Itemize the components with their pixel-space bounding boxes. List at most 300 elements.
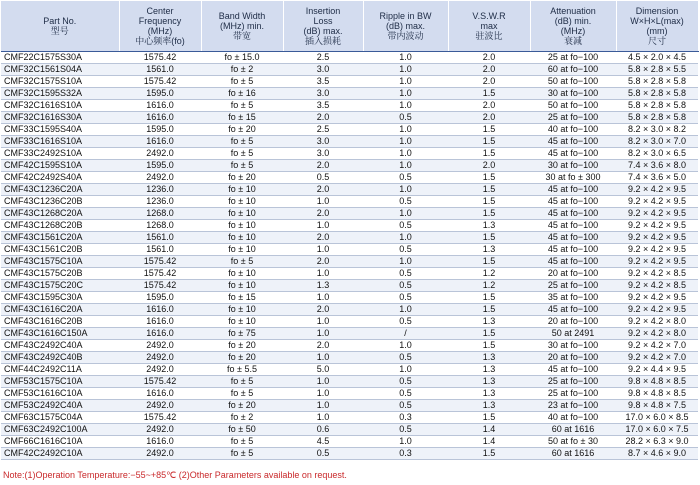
- cell-ripple: 1.0: [363, 148, 448, 160]
- cell-attenuation: 60 at 1616: [530, 448, 616, 460]
- table-row: [1, 340, 698, 352]
- cell-ripple: 1.0: [363, 76, 448, 88]
- cell-attenuation: 30 at fo−100: [530, 160, 616, 172]
- table-row: [1, 88, 698, 100]
- cell-vswr: 1.5: [448, 208, 530, 220]
- column-header-part-no: [1, 1, 119, 52]
- cell-band-width: fo ± 10: [201, 232, 283, 244]
- cell-center-frequency: 1575.42: [119, 268, 201, 280]
- table-row: [1, 112, 698, 124]
- cell-center-frequency: 1575.42: [119, 280, 201, 292]
- column-header-line: (dB) max.: [303, 26, 343, 36]
- cell-insertion-loss: 3.0: [283, 136, 363, 148]
- cell-center-frequency: 1595.0: [119, 160, 201, 172]
- cell-vswr: 1.5: [448, 232, 530, 244]
- cell-vswr: 2.0: [448, 52, 530, 64]
- cell-band-width: fo ± 5: [201, 160, 283, 172]
- cell-part-no: CMF33C1616S10A: [1, 136, 119, 148]
- cell-band-width: fo ± 10: [201, 184, 283, 196]
- cell-insertion-loss: 2.0: [283, 340, 363, 352]
- cell-vswr: 1.3: [448, 364, 530, 376]
- cell-dimension: 9.8 × 4.8 × 7.5: [616, 400, 698, 412]
- column-header-ripple: [363, 1, 448, 52]
- cell-center-frequency: 2492.0: [119, 400, 201, 412]
- cell-insertion-loss: 0.6: [283, 424, 363, 436]
- column-header-vswr: [448, 1, 530, 52]
- column-header-line: W×H×L(max): [630, 16, 684, 26]
- cell-part-no: CMF43C1575C10A: [1, 256, 119, 268]
- cell-insertion-loss: 1.0: [283, 268, 363, 280]
- cell-attenuation: 50 at 2491: [530, 328, 616, 340]
- cell-attenuation: 25 at fo−100: [530, 112, 616, 124]
- column-header-line: Attenuation: [550, 6, 596, 16]
- cell-center-frequency: 2492.0: [119, 340, 201, 352]
- column-header-line: 衰减: [563, 36, 582, 46]
- cell-insertion-loss: 3.5: [283, 100, 363, 112]
- cell-band-width: fo ± 5: [201, 376, 283, 388]
- cell-center-frequency: 2492.0: [119, 364, 201, 376]
- cell-vswr: 1.5: [448, 340, 530, 352]
- cell-attenuation: 45 at fo−100: [530, 136, 616, 148]
- cell-part-no: CMF33C2492S10A: [1, 148, 119, 160]
- cell-center-frequency: 1236.0: [119, 196, 201, 208]
- cell-attenuation: 40 at fo−100: [530, 412, 616, 424]
- cell-center-frequency: 1575.42: [119, 376, 201, 388]
- cell-center-frequency: 1595.0: [119, 124, 201, 136]
- cell-ripple: 0.5: [363, 388, 448, 400]
- cell-attenuation: 20 at fo−100: [530, 352, 616, 364]
- cell-insertion-loss: 1.0: [283, 244, 363, 256]
- table-row: [1, 376, 698, 388]
- table-row: [1, 412, 698, 424]
- table-row: [1, 400, 698, 412]
- cell-attenuation: 40 at fo−100: [530, 124, 616, 136]
- cell-insertion-loss: 2.5: [283, 52, 363, 64]
- column-header-line: 带宽: [232, 31, 251, 41]
- cell-vswr: 2.0: [448, 76, 530, 88]
- column-header-dimension: [616, 1, 698, 52]
- cell-center-frequency: 1236.0: [119, 184, 201, 196]
- cell-band-width: fo ± 10: [201, 268, 283, 280]
- column-header-attenuation: [530, 1, 616, 52]
- cell-part-no: CMF43C1561C20A: [1, 232, 119, 244]
- cell-ripple: 1.0: [363, 88, 448, 100]
- table-row: [1, 316, 698, 328]
- cell-center-frequency: 1595.0: [119, 292, 201, 304]
- table-row: [1, 448, 698, 460]
- table-row: [1, 280, 698, 292]
- cell-vswr: 1.5: [448, 412, 530, 424]
- cell-center-frequency: 1561.0: [119, 64, 201, 76]
- cell-dimension: 9.2 × 4.4 × 9.5: [616, 364, 698, 376]
- cell-ripple: 0.5: [363, 268, 448, 280]
- cell-attenuation: 20 at fo−100: [530, 268, 616, 280]
- cell-ripple: 0.3: [363, 412, 448, 424]
- table-row: [1, 232, 698, 244]
- table-row: [1, 220, 698, 232]
- cell-center-frequency: 1616.0: [119, 316, 201, 328]
- cell-center-frequency: 2492.0: [119, 352, 201, 364]
- cell-ripple: 0.5: [363, 172, 448, 184]
- table-row: [1, 64, 698, 76]
- cell-ripple: 1.0: [363, 340, 448, 352]
- cell-attenuation: 25 at fo−100: [530, 52, 616, 64]
- cell-band-width: fo ± 10: [201, 196, 283, 208]
- cell-insertion-loss: 0.5: [283, 172, 363, 184]
- cell-part-no: CMF43C1616C20B: [1, 316, 119, 328]
- cell-band-width: fo ± 50: [201, 424, 283, 436]
- table-row: [1, 304, 698, 316]
- filter-spec-table: [1, 1, 699, 460]
- cell-center-frequency: 1575.42: [119, 256, 201, 268]
- cell-ripple: 0.3: [363, 448, 448, 460]
- cell-part-no: CMF32C1616S30A: [1, 112, 119, 124]
- cell-ripple: 0.5: [363, 196, 448, 208]
- cell-ripple: 1.0: [363, 52, 448, 64]
- table-row: [1, 328, 698, 340]
- table-row: [1, 148, 698, 160]
- table-row: [1, 388, 698, 400]
- cell-ripple: 0.5: [363, 316, 448, 328]
- cell-part-no: CMF32C1575S10A: [1, 76, 119, 88]
- cell-band-width: fo ± 10: [201, 208, 283, 220]
- column-header-insertion-loss: [283, 1, 363, 52]
- table-row: [1, 244, 698, 256]
- cell-insertion-loss: 1.0: [283, 376, 363, 388]
- cell-part-no: CMF43C1236C20B: [1, 196, 119, 208]
- cell-ripple: 0.5: [363, 244, 448, 256]
- cell-attenuation: 30 at fo−100: [530, 340, 616, 352]
- table-row: [1, 172, 698, 184]
- cell-part-no: CMF43C1268C20B: [1, 220, 119, 232]
- cell-insertion-loss: 2.0: [283, 232, 363, 244]
- cell-band-width: fo ± 75: [201, 328, 283, 340]
- table-row: [1, 268, 698, 280]
- cell-insertion-loss: 2.0: [283, 208, 363, 220]
- cell-vswr: 1.3: [448, 352, 530, 364]
- cell-ripple: 1.0: [363, 256, 448, 268]
- cell-vswr: 2.0: [448, 100, 530, 112]
- column-header-line: 中心频率(fo): [135, 36, 185, 46]
- cell-attenuation: 35 at fo−100: [530, 292, 616, 304]
- cell-attenuation: 30 at fo ± 300: [530, 172, 616, 184]
- cell-insertion-loss: 2.0: [283, 304, 363, 316]
- column-header-line: 尺寸: [647, 36, 666, 46]
- cell-band-width: fo ± 10: [201, 304, 283, 316]
- cell-attenuation: 50 at fo−100: [530, 100, 616, 112]
- table-row: [1, 208, 698, 220]
- cell-vswr: 1.5: [448, 196, 530, 208]
- cell-band-width: fo ± 15.0: [201, 52, 283, 64]
- cell-ripple: 1.0: [363, 100, 448, 112]
- cell-dimension: 9.2 × 4.2 × 9.5: [616, 208, 698, 220]
- cell-attenuation: 45 at fo−100: [530, 364, 616, 376]
- cell-center-frequency: 1616.0: [119, 112, 201, 124]
- cell-attenuation: 45 at fo−100: [530, 304, 616, 316]
- cell-band-width: fo ± 5: [201, 448, 283, 460]
- cell-band-width: fo ± 5: [201, 136, 283, 148]
- cell-band-width: fo ± 2: [201, 412, 283, 424]
- column-header-line: (dB) min.: [554, 16, 592, 26]
- column-header-line: Ripple in BW: [379, 11, 432, 21]
- cell-part-no: CMF53C2492C40A: [1, 400, 119, 412]
- cell-dimension: 9.2 × 4.2 × 7.0: [616, 340, 698, 352]
- cell-center-frequency: 1575.42: [119, 52, 201, 64]
- table-body: [1, 52, 698, 460]
- column-header-line: Insertion: [305, 6, 341, 16]
- cell-insertion-loss: 5.0: [283, 364, 363, 376]
- cell-ripple: 1.0: [363, 184, 448, 196]
- cell-vswr: 1.3: [448, 388, 530, 400]
- column-header-line: 带内波动: [387, 31, 424, 41]
- table-row: [1, 292, 698, 304]
- cell-insertion-loss: 3.0: [283, 148, 363, 160]
- table-header-row: [1, 1, 698, 52]
- cell-dimension: 9.2 × 4.2 × 9.5: [616, 196, 698, 208]
- cell-insertion-loss: 3.5: [283, 76, 363, 88]
- cell-part-no: CMF42C2492S40A: [1, 172, 119, 184]
- cell-attenuation: 23 at fo−100: [530, 400, 616, 412]
- cell-band-width: fo ± 10: [201, 316, 283, 328]
- cell-part-no: CMF53C1616C10A: [1, 388, 119, 400]
- cell-band-width: fo ± 10: [201, 280, 283, 292]
- cell-insertion-loss: 2.0: [283, 256, 363, 268]
- cell-attenuation: 45 at fo−100: [530, 184, 616, 196]
- table-row: [1, 196, 698, 208]
- cell-insertion-loss: 3.0: [283, 88, 363, 100]
- cell-center-frequency: 1268.0: [119, 208, 201, 220]
- cell-part-no: CMF32C1616S10A: [1, 100, 119, 112]
- table-row: [1, 184, 698, 196]
- cell-band-width: fo ± 5: [201, 100, 283, 112]
- cell-part-no: CMF43C1561C20B: [1, 244, 119, 256]
- column-header-center-frequency: [119, 1, 201, 52]
- cell-dimension: 9.2 × 4.2 × 9.5: [616, 244, 698, 256]
- cell-attenuation: 45 at fo−100: [530, 208, 616, 220]
- cell-dimension: 8.7 × 4.6 × 9.0: [616, 448, 698, 460]
- column-header-line: (MHz): [147, 26, 173, 36]
- cell-band-width: fo ± 2: [201, 64, 283, 76]
- cell-dimension: 9.2 × 4.2 × 9.5: [616, 232, 698, 244]
- cell-insertion-loss: 1.0: [283, 388, 363, 400]
- cell-band-width: fo ± 5: [201, 388, 283, 400]
- cell-ripple: 0.5: [363, 220, 448, 232]
- cell-dimension: 8.2 × 3.0 × 6.5: [616, 148, 698, 160]
- cell-insertion-loss: 1.0: [283, 352, 363, 364]
- cell-center-frequency: 1616.0: [119, 304, 201, 316]
- cell-part-no: CMF43C1268C20A: [1, 208, 119, 220]
- cell-vswr: 1.4: [448, 424, 530, 436]
- cell-dimension: 5.8 × 2.8 × 5.8: [616, 76, 698, 88]
- cell-attenuation: 50 at fo−100: [530, 76, 616, 88]
- cell-center-frequency: 2492.0: [119, 172, 201, 184]
- cell-band-width: fo ± 10: [201, 220, 283, 232]
- cell-dimension: 9.2 × 4.2 × 9.5: [616, 184, 698, 196]
- cell-band-width: fo ± 15: [201, 112, 283, 124]
- cell-insertion-loss: 3.0: [283, 64, 363, 76]
- cell-ripple: 1.0: [363, 364, 448, 376]
- cell-band-width: fo ± 5.5: [201, 364, 283, 376]
- cell-ripple: 1.0: [363, 124, 448, 136]
- cell-part-no: CMF22C1575S30A: [1, 52, 119, 64]
- cell-part-no: CMF42C2492C10A: [1, 448, 119, 460]
- cell-part-no: CMF32C1595S32A: [1, 88, 119, 100]
- cell-ripple: 1.0: [363, 136, 448, 148]
- cell-band-width: fo ± 5: [201, 256, 283, 268]
- cell-part-no: CMF63C1575C04A: [1, 412, 119, 424]
- cell-ripple: 1.0: [363, 232, 448, 244]
- cell-dimension: 9.8 × 4.8 × 8.5: [616, 376, 698, 388]
- cell-band-width: fo ± 15: [201, 292, 283, 304]
- cell-part-no: CMF43C1236C20A: [1, 184, 119, 196]
- cell-dimension: 9.2 × 4.2 × 8.5: [616, 280, 698, 292]
- cell-center-frequency: 1616.0: [119, 436, 201, 448]
- cell-dimension: 9.8 × 4.8 × 8.5: [616, 388, 698, 400]
- cell-part-no: CMF43C1595C30A: [1, 292, 119, 304]
- cell-insertion-loss: 1.0: [283, 292, 363, 304]
- cell-attenuation: 25 at fo−100: [530, 280, 616, 292]
- cell-center-frequency: 1616.0: [119, 388, 201, 400]
- table-row: [1, 124, 698, 136]
- cell-dimension: 9.2 × 4.2 × 9.5: [616, 304, 698, 316]
- cell-center-frequency: 2492.0: [119, 148, 201, 160]
- cell-insertion-loss: 1.3: [283, 280, 363, 292]
- table-row: [1, 100, 698, 112]
- cell-attenuation: 25 at fo−100: [530, 388, 616, 400]
- cell-dimension: 9.2 × 4.2 × 8.0: [616, 328, 698, 340]
- cell-insertion-loss: 1.0: [283, 328, 363, 340]
- cell-attenuation: 45 at fo−100: [530, 244, 616, 256]
- table-row: [1, 364, 698, 376]
- column-header-band-width: [201, 1, 283, 52]
- cell-vswr: 1.3: [448, 244, 530, 256]
- cell-insertion-loss: 1.0: [283, 316, 363, 328]
- cell-insertion-loss: 0.5: [283, 448, 363, 460]
- column-header-line: 驻波比: [475, 31, 503, 41]
- column-header-line: Part No.: [43, 16, 77, 26]
- cell-vswr: 1.3: [448, 376, 530, 388]
- cell-ripple: 1.0: [363, 436, 448, 448]
- cell-part-no: CMF44C2492C11A: [1, 364, 119, 376]
- cell-vswr: 1.5: [448, 136, 530, 148]
- table-row: [1, 76, 698, 88]
- spec-sheet: [1, 1, 698, 460]
- cell-band-width: fo ± 20: [201, 352, 283, 364]
- cell-vswr: 1.3: [448, 400, 530, 412]
- cell-vswr: 1.3: [448, 316, 530, 328]
- column-header-line: Loss: [313, 16, 333, 26]
- cell-band-width: fo ± 5: [201, 76, 283, 88]
- cell-center-frequency: 1561.0: [119, 232, 201, 244]
- cell-vswr: 1.2: [448, 280, 530, 292]
- table-row: [1, 256, 698, 268]
- cell-ripple: 1.0: [363, 64, 448, 76]
- cell-center-frequency: 1575.42: [119, 76, 201, 88]
- cell-attenuation: 20 at fo−100: [530, 316, 616, 328]
- cell-dimension: 9.2 × 4.2 × 8.5: [616, 268, 698, 280]
- cell-dimension: 17.0 × 6.0 × 7.5: [616, 424, 698, 436]
- cell-ripple: 0.5: [363, 400, 448, 412]
- cell-vswr: 1.5: [448, 124, 530, 136]
- cell-part-no: CMF32C1561S04A: [1, 64, 119, 76]
- cell-band-width: fo ± 10: [201, 244, 283, 256]
- cell-center-frequency: 1595.0: [119, 88, 201, 100]
- cell-dimension: 7.4 × 3.6 × 8.0: [616, 160, 698, 172]
- cell-dimension: 9.2 × 4.2 × 9.5: [616, 292, 698, 304]
- cell-part-no: CMF66C1616C10A: [1, 436, 119, 448]
- cell-vswr: 2.0: [448, 64, 530, 76]
- column-header-line: max: [480, 21, 498, 31]
- table-row: [1, 424, 698, 436]
- cell-ripple: 0.5: [363, 352, 448, 364]
- cell-dimension: 9.2 × 4.2 × 9.5: [616, 220, 698, 232]
- cell-band-width: fo ± 20: [201, 172, 283, 184]
- cell-dimension: 5.8 × 2.8 × 5.5: [616, 64, 698, 76]
- cell-center-frequency: 1575.42: [119, 412, 201, 424]
- column-header-line: Band Width: [218, 11, 266, 21]
- column-header-line: Frequency: [138, 16, 182, 26]
- cell-dimension: 5.8 × 2.8 × 5.8: [616, 100, 698, 112]
- cell-dimension: 4.5 × 2.0 × 4.5: [616, 52, 698, 64]
- cell-band-width: fo ± 20: [201, 340, 283, 352]
- cell-part-no: CMF43C1575C20B: [1, 268, 119, 280]
- column-header-line: (MHz): [560, 26, 586, 36]
- cell-vswr: 1.3: [448, 220, 530, 232]
- cell-insertion-loss: 2.0: [283, 160, 363, 172]
- cell-part-no: CMF53C1575C10A: [1, 376, 119, 388]
- cell-ripple: 0.5: [363, 376, 448, 388]
- cell-part-no: CMF43C1575C20C: [1, 280, 119, 292]
- cell-attenuation: 45 at fo−100: [530, 232, 616, 244]
- cell-part-no: CMF43C2492C40B: [1, 352, 119, 364]
- cell-dimension: 28.2 × 6.3 × 9.0: [616, 436, 698, 448]
- cell-center-frequency: 1616.0: [119, 328, 201, 340]
- cell-attenuation: 60 at 1616: [530, 424, 616, 436]
- cell-center-frequency: 2492.0: [119, 448, 201, 460]
- cell-vswr: 1.5: [448, 256, 530, 268]
- cell-vswr: 1.5: [448, 328, 530, 340]
- cell-dimension: 5.8 × 2.8 × 5.8: [616, 88, 698, 100]
- cell-part-no: CMF33C1595S40A: [1, 124, 119, 136]
- cell-band-width: fo ± 20: [201, 400, 283, 412]
- cell-part-no: CMF42C1595S10A: [1, 160, 119, 172]
- cell-ripple: /: [363, 328, 448, 340]
- column-header-line: 插入损耗: [304, 36, 341, 46]
- cell-dimension: 8.2 × 3.0 × 8.2: [616, 124, 698, 136]
- cell-insertion-loss: 1.0: [283, 400, 363, 412]
- column-header-line: V.S.W.R: [472, 11, 506, 21]
- cell-vswr: 1.5: [448, 292, 530, 304]
- cell-dimension: 5.8 × 2.8 × 5.8: [616, 112, 698, 124]
- cell-insertion-loss: 4.5: [283, 436, 363, 448]
- cell-insertion-loss: 2.5: [283, 124, 363, 136]
- cell-vswr: 1.5: [448, 304, 530, 316]
- cell-ripple: 1.0: [363, 208, 448, 220]
- cell-insertion-loss: 1.0: [283, 412, 363, 424]
- cell-band-width: fo ± 20: [201, 124, 283, 136]
- table-row: [1, 52, 698, 64]
- cell-band-width: fo ± 16: [201, 88, 283, 100]
- table-row: [1, 436, 698, 448]
- cell-ripple: 0.5: [363, 424, 448, 436]
- cell-vswr: 1.4: [448, 436, 530, 448]
- cell-vswr: 2.0: [448, 160, 530, 172]
- cell-attenuation: 45 at fo−100: [530, 256, 616, 268]
- cell-vswr: 1.5: [448, 172, 530, 184]
- cell-insertion-loss: 1.0: [283, 220, 363, 232]
- cell-part-no: CMF63C2492C100A: [1, 424, 119, 436]
- table-row: [1, 160, 698, 172]
